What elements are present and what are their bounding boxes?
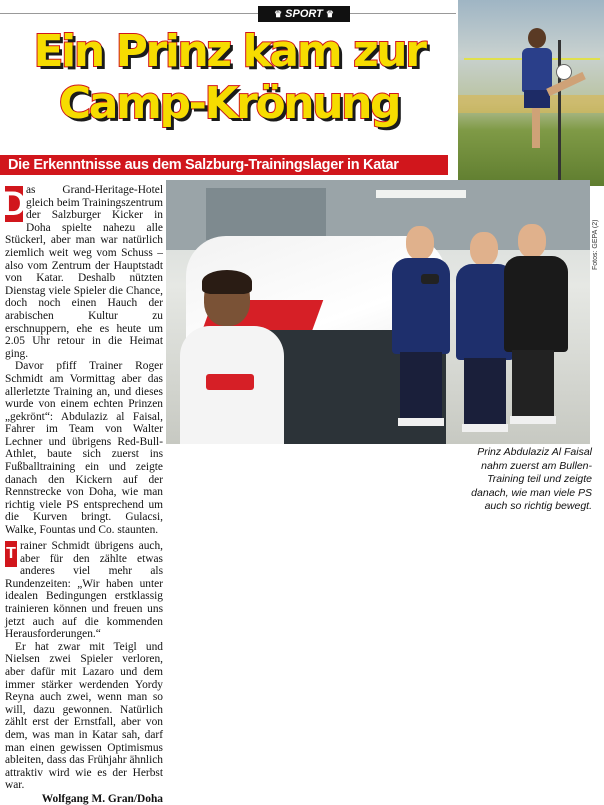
racecar-photo — [166, 180, 590, 444]
figure-body — [504, 256, 568, 352]
figure-legs — [512, 350, 554, 420]
player-head — [528, 28, 546, 48]
dropcap: D — [1, 185, 27, 223]
training-photo — [456, 0, 604, 186]
headline — [4, 26, 454, 130]
dropcap-small: T — [5, 541, 17, 567]
photo-garage-door — [206, 188, 326, 240]
article-column — [1, 184, 163, 537]
player-body — [522, 48, 552, 92]
photo-player — [518, 28, 556, 148]
figure-shoes — [510, 416, 556, 424]
subtitle-text: Die Erkenntnisse aus dem Salzburg-Trainingslager in Katar — [8, 157, 399, 173]
article-continuation — [5, 540, 163, 805]
player-leg — [532, 108, 540, 148]
photo-credit: Fotos: GEPA (2) — [592, 219, 599, 270]
driver-figure — [176, 274, 286, 444]
crown-icon: ♛ — [325, 8, 334, 19]
article-author: Wolfgang M. Gran/Doha — [41, 792, 163, 805]
driver-hair — [202, 270, 252, 294]
figure-legs — [400, 352, 442, 422]
subtitle-bar — [0, 155, 448, 175]
figure-head — [406, 226, 434, 260]
article-paragraph-4: Er hat zwar mit Teigl und Nielsen zwei Spieler verloren, aber dafür mit Lazaro und dem immer stärker werdenden Yordy Reyna auch zwei, wenn man so will, dazu gewonnen. Natürlich zählt erst der Ernstfall, aber von dem, was man in Katar sah, darf man einen gewissen Optimismus ableiten, dass das Frühjahr ähnlich attraktiv wird wie es der Herbst war. — [5, 640, 163, 792]
microphone — [421, 274, 439, 284]
driver-logo — [206, 374, 254, 390]
headline-line-2: Camp-Krönung — [58, 78, 400, 129]
figure-shoes — [398, 418, 444, 426]
crown-icon: ♛ — [274, 8, 283, 19]
article-paragraph-1: as Grand-Heritage-Hotel gleich beim Trainingszentrum der Salzburger Kicker in Doha spielte nahezu alle Stückerl, aber man war natürlich ziemlich weit weg vom Schuss – also vom Zentrum der Hauptstadt von Katar. Deshalb nützten Dienstag viele Spieler die Chance, doch noch einen Hauch der arabischen Kultur zu erschnuppern, ehe es heute um 2.05 Uhr retour in die Heimat ging. — [5, 184, 163, 360]
figure-shoes — [462, 424, 508, 432]
figure-legs — [464, 358, 506, 428]
player-figure — [392, 226, 450, 426]
figure-head — [518, 224, 546, 258]
article-paragraph-2: Davor pfiff Trainer Roger Schmidt am Vormittag aber das allerletzte Training an, und dieses wurde von einem echten Prinzen „gekrönt“: Abdulaziz al Faisal, Fahrer im Team von Walter Lechner und übrigens Red-Bull-Athlet, baute sich zuerst ins Fußballtraining ein und zeigte danach den Kickern auf der Rennstrecke von Doha, wie man richtig viele PS entsprechend um die Kurven bringt. Gulacsi, Walke, Fountas und Co. staunten. — [5, 360, 163, 537]
photo-light — [376, 190, 466, 198]
section-badge — [258, 6, 350, 22]
headline-line-1: Ein Prinz kam zur — [33, 26, 425, 77]
photo-pole — [558, 40, 561, 180]
player-shorts — [524, 90, 550, 108]
figure-head — [470, 232, 498, 266]
section-label: SPORT — [285, 8, 323, 20]
football — [556, 64, 572, 80]
figure-body — [392, 258, 450, 354]
coach-figure — [504, 224, 568, 424]
article-paragraph-3: rainer Schmidt übrigens auch, aber für den zählte etwas anderes viel mehr als Rundenzeiten: „Wir haben unter idealen Bedingungen erstklassig trainieren können und freuen uns jetzt auch auf die kommenden Herausforderungen.“ — [5, 540, 163, 641]
photo-caption: Prinz Abdulaziz Al Faisal nahm zuerst am Bullen-Training teil und zeigte danach, wie man viele PS auch so richtig bewegt. — [471, 446, 592, 512]
